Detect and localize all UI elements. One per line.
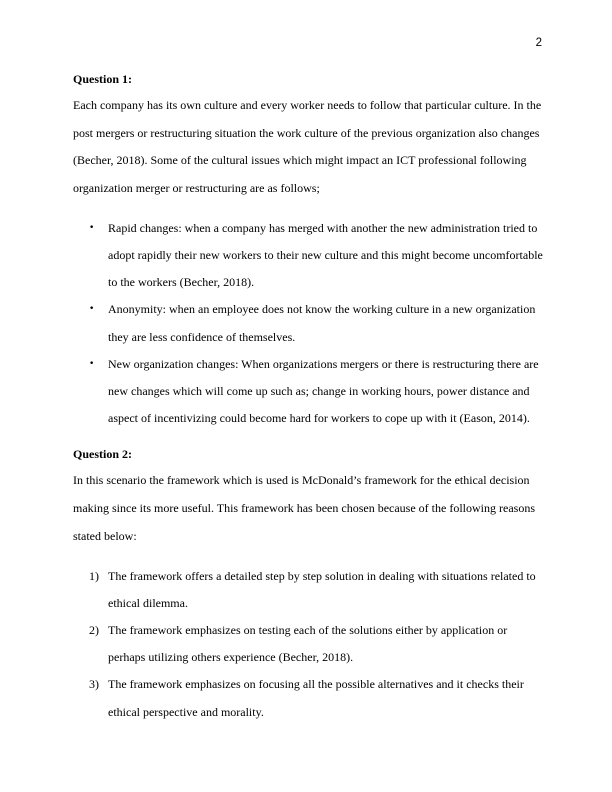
numbered-item [73, 617, 543, 671]
question-2-paragraph: In this scenario the framework which is used is McDonald’s framework for the ethical decision making since its more useful. This framework has been chosen because of the following reasons stated below: [73, 473, 535, 543]
bullet-item [73, 296, 543, 350]
bullet-icon: • [89, 222, 95, 233]
item-text: The framework offers a detailed step by step solution in dealing with situations related to ethical dilemma. [108, 568, 536, 610]
bullet-item [73, 351, 543, 433]
item-number: 1) [89, 568, 99, 583]
bullet-icon: • [89, 304, 95, 315]
item-number: 3) [89, 677, 99, 692]
question-2-section [73, 445, 543, 725]
page-number: 2 [535, 37, 542, 49]
question-1-section [73, 70, 543, 432]
item-text: The framework emphasizes on testing each of the solutions either by application or perhaps utilizing others experience (Becher, 2018). [108, 622, 508, 665]
item-number: 2) [89, 622, 99, 637]
numbered-item [73, 563, 543, 617]
question-1-heading: Question 1: [73, 72, 133, 86]
bullet-text: Anonymity: when an employee does not know the working culture in a new organization they are less confidence of themselves. [108, 302, 536, 344]
bullet-text: New organization changes: When organizations mergers or there is restructuring there are new changes which will come up such as; change in working hours, power distance and aspect of incentivizing could become hard for workers to cope up with it (Eason, 2014). [108, 356, 539, 426]
question-1-paragraph: Each company has its own culture and every worker needs to follow that particular culture. In the post mergers or restructuring situation the work culture of the previous organization also changes (Becher, 2018). Some of the cultural issues which might impact an ICT professional following organization merger or restructuring are as follows; [73, 98, 542, 196]
question-2-numbered-list [73, 563, 543, 726]
bullet-text: Rapid changes: when a company has merged with another the new administration tried to adopt rapidly their new workers to their new culture and this might become uncomfortable to the workers (Becher, 2018). [108, 220, 543, 290]
numbered-item [73, 671, 543, 725]
item-text: The framework emphasizes on focusing all the possible alternatives and it checks their ethical perspective and morality. [108, 677, 524, 719]
bullet-item [73, 215, 543, 297]
bullet-icon: • [89, 358, 95, 369]
document-body [73, 70, 543, 726]
question-2-heading: Question 2: [73, 447, 133, 462]
question-1-bullet-list [73, 215, 543, 433]
